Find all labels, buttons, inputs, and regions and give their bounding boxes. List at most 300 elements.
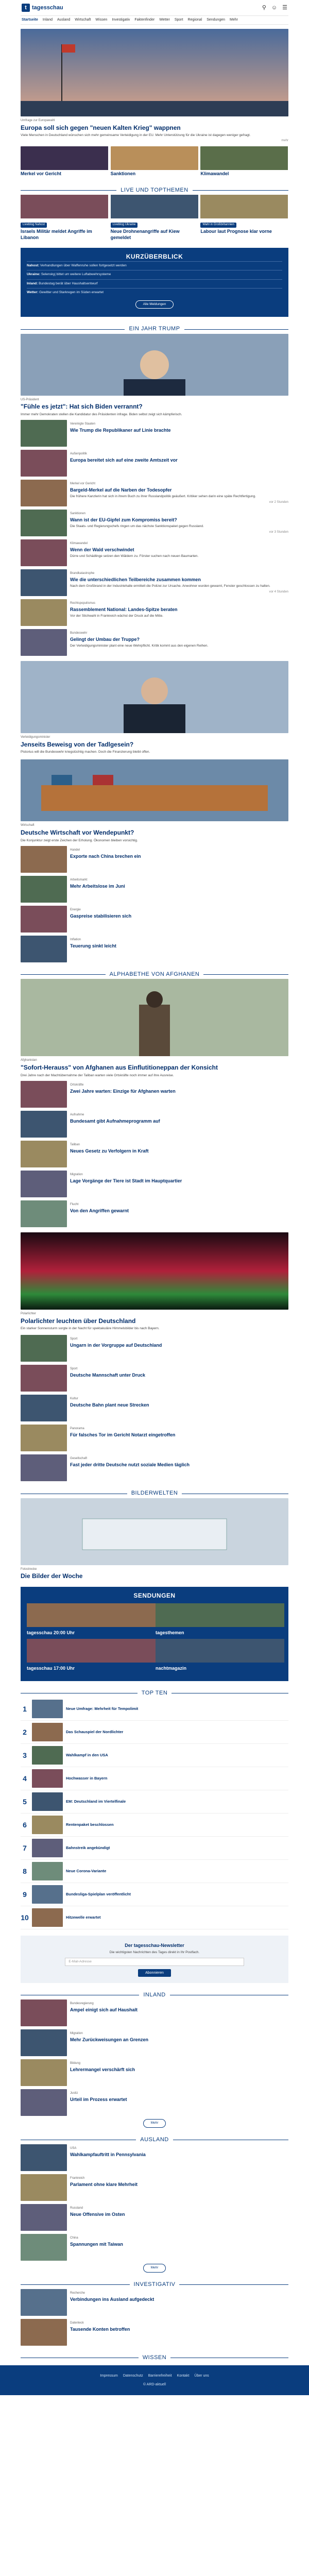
teaser-text-block (70, 1171, 288, 1185)
teaser-title: Europa bereitet sich auf eine zweite Amtszeit vor (70, 457, 178, 463)
teaser-text-block (70, 1081, 288, 1095)
teaser-thumbnail (21, 1141, 67, 1167)
hero-side-teasers (21, 146, 288, 178)
nav-item[interactable]: Investigativ (112, 18, 130, 22)
site-header (21, 0, 288, 15)
lead-title: "Sofort-Herauss" von Afghanen aus Einflutitioneppan der Konsicht (21, 1064, 218, 1072)
footer-link[interactable]: Barrierefreiheit (148, 2374, 172, 2378)
brief-list (27, 261, 282, 297)
aurora-image (21, 1232, 288, 1310)
teaser-title: Bundesamt gibt Aufnahmeprogramm auf (70, 1118, 160, 1124)
teaser-text-block (70, 2144, 288, 2159)
rank-number: 4 (23, 1774, 27, 1783)
teaser-thumbnail (32, 1769, 63, 1788)
teaser-title: Teuerung sinkt leicht (70, 943, 116, 948)
teaser-text-block (70, 2319, 288, 2333)
logo-text: tagesschau (32, 4, 63, 11)
newsletter-email-input[interactable]: E-Mail-Adresse (65, 1958, 244, 1966)
brief-item[interactable] (27, 270, 282, 279)
teaser-thumbnail (21, 1395, 67, 1421)
nav-item[interactable]: Sendungen (207, 18, 226, 22)
teaser-row[interactable] (21, 2174, 288, 2201)
brief-item-label: Inland: (27, 281, 38, 285)
teaser-row[interactable] (21, 1425, 288, 1451)
teaser-row[interactable] (21, 510, 288, 536)
teaser-kicker: Polarlichter (21, 1312, 37, 1315)
teaser-thumbnail (21, 1454, 67, 1481)
teaser-thumbnail (21, 2234, 67, 2261)
teaser-thumbnail (21, 2144, 67, 2171)
footer-copyright: © ARD-aktuell (143, 2383, 166, 2387)
teaser-row[interactable] (21, 450, 288, 477)
teaser-thumbnail (21, 450, 67, 477)
teaser-text-block (70, 1335, 288, 1349)
teaser-thumbnail (32, 1908, 63, 1927)
teaser-title: Mehr Zurückweisungen an Grenzen (70, 2037, 149, 2043)
top-ten-item[interactable] (21, 1883, 288, 1906)
teaser-thumbnail (21, 539, 67, 566)
teaser-title: Verbindungen ins Ausland aufgedeckt (70, 2296, 154, 2302)
teaser-title: Mehr Arbeitslose im Juni (70, 883, 125, 889)
teaser-kicker: Bundesregierung (70, 2002, 94, 2006)
teaser-image (111, 146, 199, 170)
teaser-kicker: Rechtspopulismus (70, 602, 96, 605)
brief-more-button[interactable]: Alle Meldungen (135, 300, 174, 309)
teaser-title: Polarlichter leuchten über Deutschland (21, 1317, 136, 1325)
footer-link[interactable]: Impressum (100, 2374, 118, 2378)
teaser-thumbnail (21, 195, 108, 218)
afghan-list (21, 1081, 288, 1227)
teaser-thumbnail (21, 2289, 67, 2316)
footer-link[interactable]: Kontakt (177, 2374, 190, 2378)
sendung-title: tagesschau 20:00 Uhr (27, 1630, 75, 1635)
newsletter-title: Der tagesschau-Newsletter (125, 1943, 184, 1948)
teaser-title: Gaspreise stabilisieren sich (70, 913, 132, 919)
teaser-kicker: Sport (70, 1367, 78, 1371)
ausland-more-button[interactable]: Mehr (143, 2264, 166, 2272)
teaser-title: Wenn der Wald verschwindet (70, 547, 134, 552)
top-ten-item[interactable] (21, 1767, 288, 1790)
top-ten-title: Hitzewelle erwartet (66, 1915, 101, 1920)
top-ten-item[interactable] (21, 1906, 288, 1929)
teaser-row[interactable] (21, 1335, 288, 1362)
teaser-thumbnail (21, 629, 67, 656)
hero-teaser-text: Viele Menschen in Deutschland wünschen sich mehr gemeinsame Verteidigung in der EU. Mehr Unterstützung für die Ukraine ist dagegen weniger gefragt. (21, 133, 251, 138)
econ-teaser[interactable] (21, 759, 288, 842)
teaser-title: Die Bilder der Woche (21, 1572, 83, 1580)
teaser-thumbnail (21, 510, 67, 536)
teaser-kicker: Verteidigungsminister (21, 736, 50, 739)
logo-mark: t (22, 4, 30, 12)
liveblog-teaser[interactable] (21, 195, 109, 242)
hero-image (21, 29, 288, 116)
teaser-title: Sanktionen (110, 171, 136, 177)
top-ten-item[interactable] (21, 1790, 288, 1814)
teaser-row[interactable] (21, 2234, 288, 2261)
nav-item[interactable]: Sport (174, 18, 183, 22)
teaser-kicker: Frankreich (70, 2177, 85, 2180)
teaser-title: Bargeld-Merkel auf die Narben der Todesopfer (70, 487, 172, 493)
teaser-thumbnail (21, 1999, 67, 2026)
section-heading (21, 1991, 288, 1998)
teaser-kicker: Justiz (70, 2092, 78, 2095)
bilder-teaser[interactable] (21, 1498, 288, 1581)
teaser-text-block (70, 1111, 288, 1125)
nav-item[interactable]: Ausland (57, 18, 71, 22)
teaser-row[interactable] (21, 599, 288, 626)
nav-item[interactable]: Wissen (95, 18, 108, 22)
teaser-title: Wann ist der EU-Gipfel zum Kompromiss bereit? (70, 517, 177, 522)
teaser-row[interactable] (21, 936, 288, 962)
teaser-thumbnail (21, 1171, 67, 1197)
section-title: AUSLAND (136, 2136, 173, 2143)
teaser-text-block (70, 2174, 288, 2189)
teaser-thumbnail (21, 2089, 67, 2116)
pistorius-teaser[interactable] (21, 661, 288, 754)
teaser-thumbnail (21, 2319, 67, 2346)
teaser-row[interactable] (21, 1200, 288, 1227)
teaser-row[interactable] (21, 2059, 288, 2086)
teaser-row[interactable] (21, 420, 288, 447)
teaser-thumbnail (21, 1111, 67, 1138)
teaser-kicker: Ortskräfte (70, 1083, 84, 1087)
sendung-title: tagesthemen (156, 1630, 184, 1635)
rank-number: 2 (23, 1728, 27, 1737)
teaser-row[interactable] (21, 1081, 288, 1108)
nav-item[interactable]: Wetter (159, 18, 170, 22)
teaser-kicker: Sport (70, 1337, 78, 1341)
teaser-row[interactable] (21, 906, 288, 933)
teaser-text: Dürre und Schädlinge setzen den Wäldern zu. Förster suchen nach neuen Baumarten. (70, 554, 199, 558)
section-title: LIVE UND TOPTHEMEN (116, 187, 192, 194)
section-title: INLAND (139, 1991, 169, 1998)
top-ten-title: Hochwasser in Bayern (66, 1776, 108, 1781)
teaser-kicker: USA (70, 2147, 77, 2150)
logo[interactable] (22, 4, 63, 12)
teaser-thumbnail (21, 2174, 67, 2201)
econ-image (21, 759, 288, 821)
teaser-kicker: Kultur (70, 1397, 78, 1401)
teaser-thumbnail (32, 1792, 63, 1811)
teaser-kicker: Außenpolitik (70, 452, 88, 455)
top-ten-item[interactable] (21, 1814, 288, 1837)
hero-kicker: Umfrage zur Europawahl (21, 119, 55, 122)
teaser-thumbnail (21, 846, 67, 873)
story-list (21, 480, 288, 656)
teaser-thumbnail (32, 1746, 63, 1765)
teaser-text: Vor der Stichwahl in Frankreich wächst der Druck auf die Mitte. (70, 614, 163, 618)
hero-teaser[interactable] (21, 29, 288, 143)
section-title: EIN JAHR TRUMP (125, 325, 184, 332)
brief-item-text: Verhandlungen über Waffenruhe sollen fortgesetzt werden (40, 264, 127, 268)
section-heading (21, 2281, 288, 2285)
top-ten-item[interactable] (21, 1744, 288, 1767)
teaser-row[interactable] (21, 2319, 288, 2346)
teaser-thumbnail (21, 1365, 67, 1392)
side-teaser[interactable] (21, 146, 109, 178)
liveblog-kicker: Liveblog Nahost (21, 223, 47, 228)
teaser-title: Neue Offensive im Osten (70, 2211, 125, 2217)
aurora-teaser[interactable] (21, 1232, 288, 1331)
teaser-text-block (70, 1454, 288, 1469)
teaser-text-block (70, 1141, 288, 1155)
teaser-thumbnail (21, 1425, 67, 1451)
nav-item[interactable]: Faktenfinder (134, 18, 155, 22)
teaser-row[interactable] (21, 2089, 288, 2116)
top-ten-title: Neue Corona-Variante (66, 1869, 107, 1874)
section-title: BILDERWELTEN (127, 1489, 182, 1497)
teaser-kicker: Vereinigte Staaten (70, 422, 96, 426)
teaser-text-block (70, 906, 288, 920)
lead-teaser: Immer mehr Demokraten stellen die Kandidatur des Präsidenten infrage. Biden selbst zeigt sich kämpferisch. (21, 412, 182, 416)
teaser-title: Ampel einigt sich auf Haushalt (70, 2007, 138, 2013)
teaser-text: Ein starker Sonnensturm sorgte in der Nacht für spektakuläre Himmelsbilder bis nach Bayern. (21, 1327, 160, 1331)
teaser-thumbnail (21, 1200, 67, 1227)
econ-list (21, 846, 288, 962)
newsletter-box (21, 1936, 288, 1983)
sendung-title: tagesschau 17:00 Uhr (27, 1666, 75, 1671)
teaser-kicker: Inflation (70, 938, 81, 941)
top-ten-title: Das Schauspiel der Nordlichter (66, 1730, 124, 1735)
teaser-kicker: Arbeitsmarkt (70, 878, 88, 882)
teaser-kicker: Energie (70, 908, 81, 911)
teaser-kicker: Merkel vor Gericht (70, 482, 96, 485)
ausland-list (21, 2144, 288, 2261)
teaser-kicker: Gesellschaft (70, 1457, 88, 1461)
hero-title: Europa soll sich gegen "neuen Kalten Krieg" wappnen (21, 124, 181, 131)
teaser-title: Exporte nach China brechen ein (70, 853, 141, 859)
trump-list (21, 420, 288, 477)
teaser-row[interactable] (21, 876, 288, 903)
teaser-kicker: Recherche (70, 2291, 85, 2295)
teaser-kicker: Panorama (70, 1427, 84, 1431)
teaser-kicker: Bundeswehr (70, 632, 88, 635)
sendung-teaser[interactable] (27, 1603, 153, 1637)
teaser-text-block (70, 599, 288, 619)
teaser-thumbnail (21, 906, 67, 933)
brief-item-text: Selenskyj bittet um weitere Luftabwehrsysteme (41, 273, 111, 277)
teaser-text-block (70, 539, 288, 559)
rank-number: 10 (21, 1913, 29, 1922)
newsletter-subscribe-button[interactable]: Abonnieren (138, 1969, 171, 1977)
teaser-thumbnail (27, 1639, 156, 1663)
pistorius-image (21, 661, 288, 733)
teaser-kicker: Wirtschaft (21, 824, 35, 827)
teaser-thumbnail (200, 195, 288, 218)
lead-teaser: Drei Jahre nach der Machtübernahme der Taliban warten viele Ortskräfte noch immer auf ihre Ausreise. (21, 1073, 174, 1077)
teaser-row[interactable] (21, 2204, 288, 2231)
section-heading (21, 2354, 288, 2361)
teaser-row[interactable] (21, 1141, 288, 1167)
teaser-thumbnail (111, 195, 198, 218)
teaser-row[interactable] (21, 2029, 288, 2056)
teaser-text-block (70, 2234, 288, 2248)
sendung-title: nachtmagazin (156, 1666, 187, 1671)
section-title: WISSEN (139, 2354, 170, 2361)
top-ten-item[interactable] (21, 1721, 288, 1744)
liveblog-title: Labour laut Prognose klar vorne (200, 229, 272, 234)
teaser-title: Spannungen mit Taiwan (70, 2241, 123, 2247)
teaser-row[interactable] (21, 629, 288, 656)
section-heading (21, 2136, 288, 2143)
teaser-text-block (70, 480, 288, 504)
teaser-text-block (70, 1999, 288, 2014)
teaser-title: Deutsche Wirtschaft vor Wendepunkt? (21, 829, 134, 837)
teaser-row[interactable] (21, 846, 288, 873)
teaser-text: Der Verteidigungsminister plant eine neue Wehrpflicht. Kritik kommt aus den eigenen Reihen. (70, 644, 209, 648)
nav-item[interactable]: Inland (42, 18, 53, 22)
brief-item[interactable] (27, 261, 282, 270)
teaser-kicker: Handel (70, 848, 80, 852)
user-icon[interactable]: ☺ (271, 4, 278, 11)
footer-link[interactable]: Über uns (194, 2374, 209, 2378)
teaser-kicker: Datenleck (70, 2321, 84, 2325)
teaser-text: Die Staats- und Regierungschefs ringen um das nächste Sanktionspaket gegen Russland. (70, 524, 204, 529)
brief-item[interactable] (27, 288, 282, 297)
liveblog-teaser[interactable] (200, 195, 288, 242)
rank-number: 8 (23, 1867, 27, 1876)
teaser-title: Neues Gesetz zu Verfolgern in Kraft (70, 1148, 149, 1154)
side-teaser[interactable] (200, 146, 288, 178)
teaser-text: Die frühere Kanzlerin hat sich in ihrem Buch zu ihrer Russlandpolitik geäußert. Kritiker sehen darin eine späte Rechtfertigung. (70, 495, 256, 499)
side-teaser[interactable] (111, 146, 199, 178)
teaser-row[interactable] (21, 2289, 288, 2316)
liveblog-teaser[interactable] (111, 195, 199, 242)
afghan-lead[interactable] (21, 979, 288, 1077)
teaser-row[interactable] (21, 539, 288, 566)
liveblog-title: Neue Drohnenangriffe auf Kiew gemeldet (110, 229, 180, 240)
teaser-thumbnail (32, 1862, 63, 1880)
teaser-image (21, 146, 109, 170)
teaser-title: Zwei Jahre warten: Einzige für Afghanen warten (70, 1088, 176, 1094)
teaser-meta: vor 4 Stunden (269, 590, 288, 594)
footer-link[interactable]: Datenschutz (123, 2374, 143, 2378)
menu-icon[interactable]: ☰ (282, 4, 287, 11)
trump-lead[interactable] (21, 334, 288, 417)
top-ten-list (21, 1698, 288, 1929)
teaser-title: Wie die unterschiedlichen Teilbereiche zusammen kommen (70, 577, 201, 582)
teaser-text-block (70, 1200, 288, 1215)
sendungen-grid (27, 1603, 282, 1673)
teaser-row[interactable] (21, 1454, 288, 1481)
lead-image (21, 979, 288, 1056)
teaser-title: Jenseits Beweisg von der Tadlgesein? (21, 740, 134, 748)
liveblog-kicker: Liveblog Ukraine (111, 223, 138, 228)
inland-more-button[interactable]: Mehr (143, 2119, 166, 2127)
top-ten-title: Wahlkampf in den USA (66, 1753, 108, 1758)
teaser-text-block (70, 1365, 288, 1379)
teaser-kicker: China (70, 2236, 78, 2240)
footer-links (21, 2374, 288, 2378)
nav-item[interactable]: Startseite (22, 18, 38, 22)
teaser-row[interactable] (21, 1395, 288, 1421)
sendung-teaser[interactable] (156, 1639, 282, 1673)
teaser-thumbnail (21, 2204, 67, 2231)
teaser-row[interactable] (21, 1171, 288, 1197)
newsletter-text: Die wichtigsten Nachrichten des Tages direkt in Ihr Postfach. (109, 1950, 200, 1954)
teaser-title: Lehrermangel verschärft sich (70, 2067, 135, 2073)
teaser-row[interactable] (21, 1365, 288, 1392)
sendung-teaser[interactable] (27, 1639, 153, 1673)
teaser-kicker: Flucht (70, 1202, 79, 1206)
site-footer (0, 2365, 309, 2395)
teaser-meta: vor 3 Stunden (269, 530, 288, 534)
teaser-row[interactable] (21, 569, 288, 596)
sendungen-title: SENDUNGEN (133, 1591, 176, 1599)
teaser-thumbnail (21, 936, 67, 962)
top-ten-title: Rentenpaket beschlossen (66, 1822, 114, 1827)
teaser-title: Tausende Konten betroffen (70, 2326, 130, 2332)
teaser-text-block (70, 2089, 288, 2104)
liveblog-kicker: Wahl in Großbritannien (200, 223, 236, 228)
rank-number: 6 (23, 1821, 27, 1829)
nav-item[interactable]: Regional (187, 18, 202, 22)
section-heading (21, 1489, 288, 1497)
top-ten-item[interactable] (21, 1698, 288, 1721)
lead-kicker: Afghanistan (21, 1059, 37, 1062)
bilder-image (21, 1498, 288, 1565)
teaser-meta: vor 2 Stunden (269, 500, 288, 504)
teaser-title: Lage Vorgänge der Tiere ist Stadt im Hauptquartier (70, 1178, 182, 1183)
teaser-text-block (70, 569, 288, 594)
nav-item[interactable]: Wirtschaft (75, 18, 91, 22)
investigativ-list (21, 2289, 288, 2346)
brief-item-text: Gewitter und Starkregen im Süden erwartet (39, 291, 104, 295)
teaser-thumbnail (156, 1603, 284, 1627)
teaser-text-block (70, 846, 288, 860)
teaser-text-block (70, 510, 288, 534)
nav-item[interactable]: Mehr (230, 18, 238, 22)
section-title: INVESTIGATIV (130, 2281, 180, 2288)
top-ten-title: Neue Umfrage: Mehrheit für Tempolimit (66, 1706, 139, 1711)
teaser-kicker: Klimawandel (70, 542, 88, 545)
teaser-row[interactable] (21, 1111, 288, 1138)
teaser-row[interactable] (21, 1999, 288, 2026)
teaser-title: Für falsches Tor im Gericht Notarzt eingetroffen (70, 1432, 176, 1438)
lead-title: "Fühle es jetzt": Hat sich Biden verrannt? (21, 403, 143, 411)
teaser-title: Gelingt der Umbau der Truppe? (70, 636, 140, 642)
brief-item-label: Ukraine: (27, 273, 41, 277)
top-ten-title: Bahnstreik angekündigt (66, 1845, 110, 1851)
section-heading (21, 971, 288, 975)
search-icon[interactable]: ⚲ (262, 4, 266, 11)
section-title: ALPHABETHE VON AFGHANEN (106, 971, 204, 978)
teaser-title: Urteil im Prozess erwartet (70, 2097, 127, 2103)
brief-item[interactable] (27, 279, 282, 288)
teaser-kicker: Russland (70, 2207, 83, 2210)
rank-number: 1 (23, 1705, 27, 1714)
top-ten-item[interactable] (21, 1837, 288, 1860)
brief-item-text: Bundestag berät über Haushaltsentwurf (39, 281, 98, 285)
teaser-text-block (70, 936, 288, 950)
rank-number: 5 (23, 1798, 27, 1806)
teaser-thumbnail (156, 1639, 284, 1663)
teaser-kicker: Aufnahme (70, 1113, 84, 1116)
teaser-thumbnail (21, 2059, 67, 2086)
lead-kicker: US-Präsident (21, 398, 39, 401)
rank-number: 7 (23, 1844, 27, 1853)
teaser-row[interactable] (21, 480, 288, 506)
teaser-thumbnail (32, 1885, 63, 1904)
sendung-teaser[interactable] (156, 1603, 282, 1637)
teaser-row[interactable] (21, 2144, 288, 2171)
teaser-thumbnail (21, 2029, 67, 2056)
teaser-image (200, 146, 288, 170)
top-ten-item[interactable] (21, 1860, 288, 1883)
brief-item-label: Nahost: (27, 264, 40, 268)
teaser-thumbnail (21, 876, 67, 903)
teaser-thumbnail (27, 1603, 156, 1627)
